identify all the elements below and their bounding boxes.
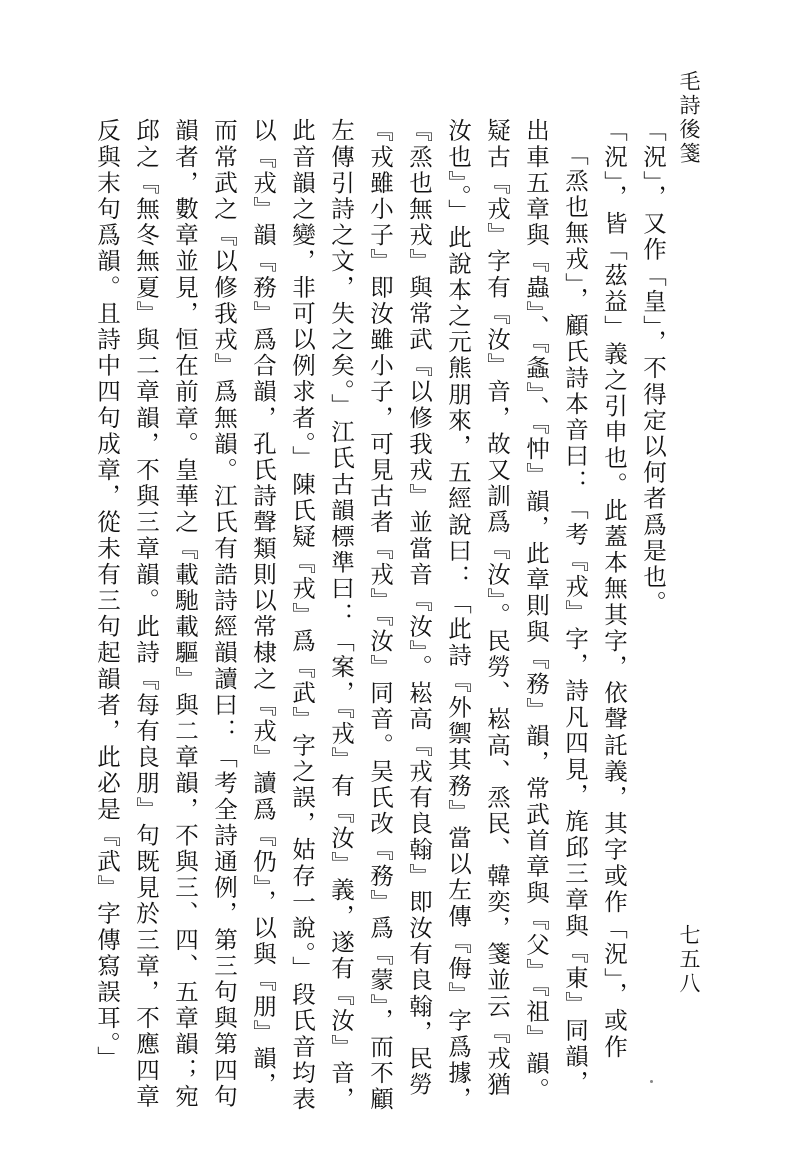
running-head: 毛詩後箋: [677, 70, 701, 166]
text-column: 以『戎』韻『務』爲合韻，孔氏詩聲類則以常棣之『戎』讀爲『仍』，以與『朋』韻，: [249, 118, 277, 1099]
stray-mark: [650, 1080, 653, 1083]
text-column: 疑古『戎』字有『汝』音，故又訓爲『汝』。民勞、崧高、烝民、韓奕，箋並云『戎猶: [483, 118, 511, 1099]
text-column: 『烝也無戎』與常武『以修我戎』並當音『汝』。崧高『戎有良翰』即汝有良翰，民勞: [405, 118, 433, 1099]
text-column: 「況」，皆「茲益」義之引申也。此蓋本無其字，依聲託義，其字或作「況」，或作: [600, 118, 628, 1061]
page-number: 七五八: [677, 924, 701, 996]
text-column: 「烝也無戎」，顧氏詩本音曰：「考『戎』字，詩凡四見，旄邱三章與『東』同韻，: [561, 142, 589, 1096]
text-column: 「況」，又作「皇」，不得定以何者爲是也。: [639, 118, 667, 617]
text-column: 邱之『無冬無夏』與二章韻，不與三章韻。此詩『每有良朋』句既見於三章，不應四章: [132, 118, 160, 1110]
text-column: 左傳引詩之文，失之矣。」江氏古韻標準曰：「案，『戎』有『汝』義，遂有『汝』音，: [327, 118, 355, 1113]
text-column: 而常武之『以修我戎』爲無韻。江氏有誥詩經韻讀曰：「考全詩通例，第三句與第四句: [210, 118, 238, 1110]
main-text: [93, 118, 672, 1113]
text-column: 此音韻之變，非可以例求者。」陳氏疑『戎』爲『武』字之誤，姑存一說。」段氏音均表: [288, 118, 316, 1113]
text-column: 『戎雖小子』即汝雖小子，可見古者『戎』『汝』同音。吴氏改『務』爲『蒙』，而不顧: [366, 118, 394, 1113]
text-column: 韻者，數章並見，恒在前章。皇華之『載馳載驅』與二章韻，不與三、四、五章韻；宛: [171, 118, 199, 1110]
text-column: 出車五章與『蟲』、『螽』、『忡』韻，此章則與『務』韻，常武首章與『父』『祖』韻。: [522, 118, 550, 1104]
text-column: 汝也』。」此說本之元熊朋來，五經說曰：「此詩『外禦其務』當以左傳『侮』字爲據，: [444, 118, 472, 1113]
text-column: 反與末句爲韻。且詩中四句成章，從未有三句起韻者，此必是『武』字傳寫誤耳。」: [93, 118, 121, 1072]
